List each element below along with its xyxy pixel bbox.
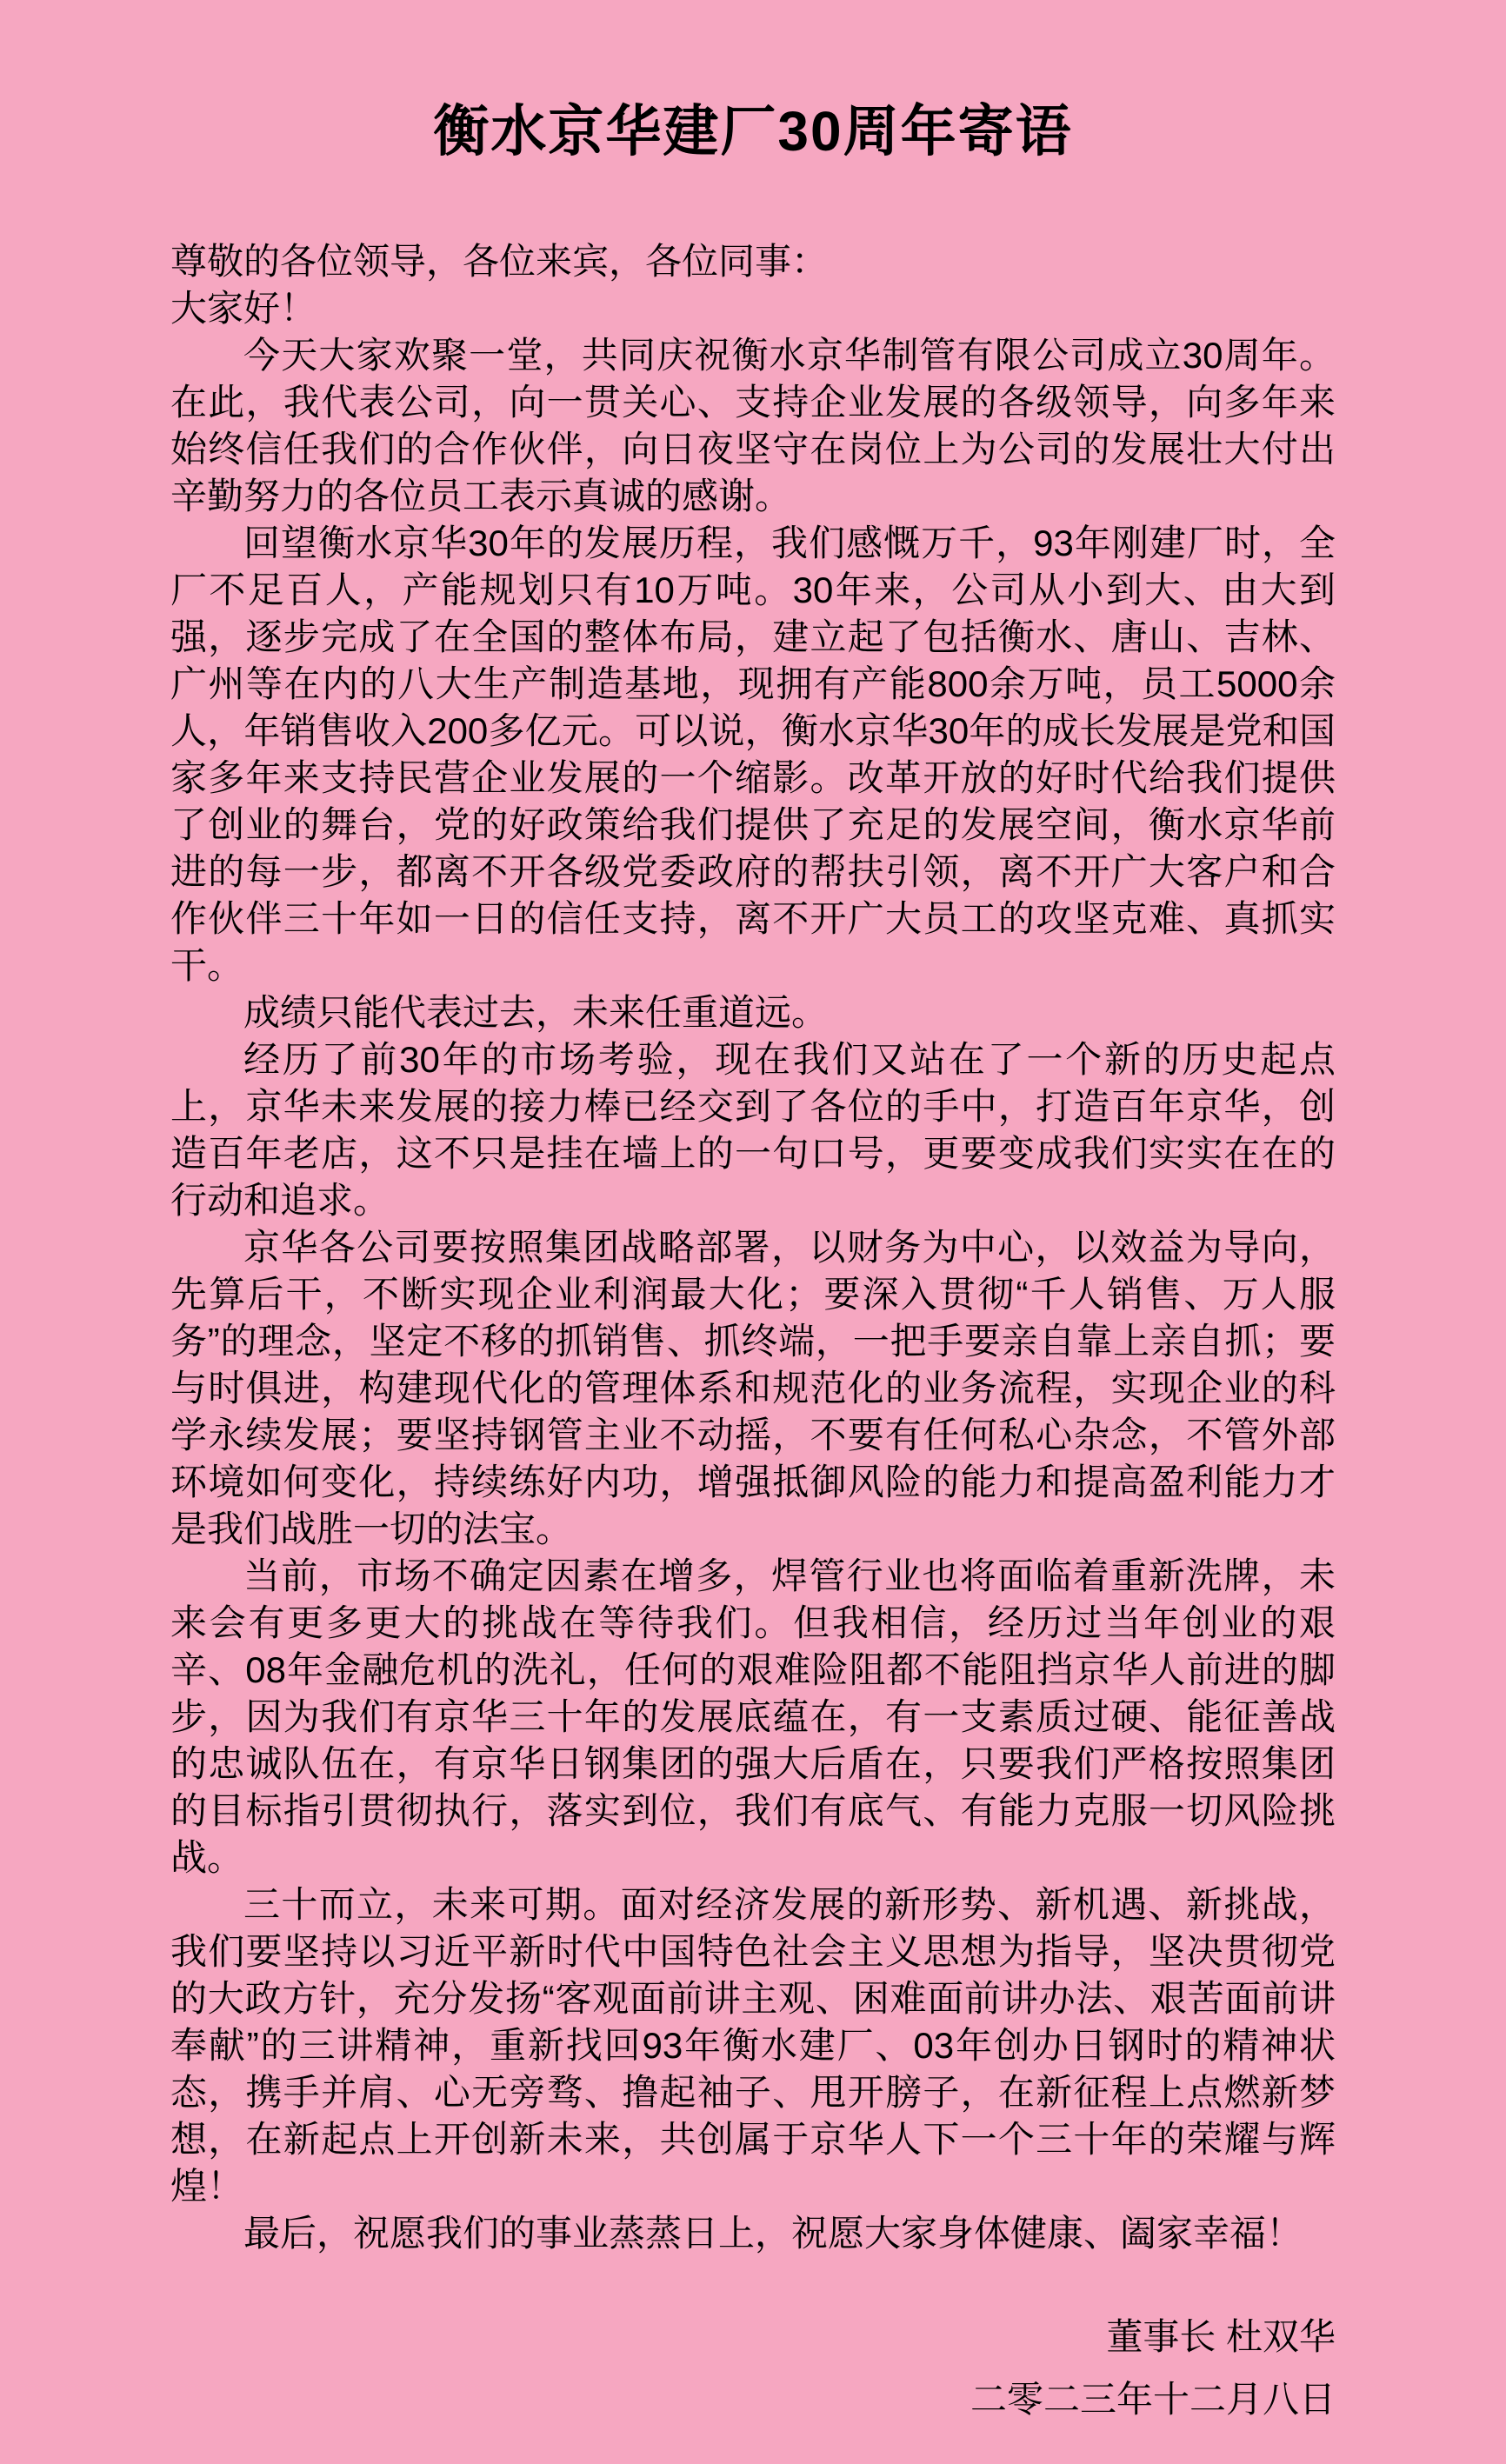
paragraph: 当前，市场不确定因素在增多，焊管行业也将面临着重新洗牌，未来会有更多更大的挑战在等待我们。但我相信，经历过当年创业的艰辛、08年金融危机的洗礼，任何的艰难险阻都不能阻挡京华人前进的脚步，因为我们有京华三十年的发展底蕴在，有一支素质过硬、能征善战的忠诚队伍在，有京华日钢集团的强大后盾在，只要我们严格按照集团的目标指引贯彻执行，落实到位，我们有底气、有能力克服一切风险挑战。 <box>170 1555 1336 1878</box>
letter-body <box>170 238 1336 2257</box>
paragraph: 成绩只能代表过去，未来任重道远。 <box>243 992 829 1033</box>
signature-block <box>170 2306 1336 2431</box>
page-title: 衡水京华建厂30周年寄语 <box>433 100 1073 163</box>
salutation-line: 尊敬的各位领导，各位来宾，各位同事： <box>170 241 829 282</box>
signature-name: 董事长 杜双华 <box>1106 2316 1336 2357</box>
paragraph: 京华各公司要按照集团战略部署，以财务为中心，以效益为导向，先算后干，不断实现企业利润最大化；要深入贯彻“千人销售、万人服务”的理念，坚定不移的抓销售、抓终端，一把手要亲自靠上亲自抓；要与时俱进，构建现代化的管理体系和规范化的业务流程，实现企业的科学永续发展；要坚持钢管主业不动摇，不要有任何私心杂念，不管外部环境如何变化，持续练好内功，增强抵御风险的能力和提高盈利能力才是我们战胜一切的法宝。 <box>170 1227 1336 1549</box>
paragraph: 最后，祝愿我们的事业蒸蒸日上，祝愿大家身体健康、阖家幸福！ <box>243 2213 1303 2254</box>
signature-date: 二零二三年十二月八日 <box>970 2379 1336 2420</box>
paragraph: 今天大家欢聚一堂，共同庆祝衡水京华制管有限公司成立30周年。在此，我代表公司，向一贯关心、支持企业发展的各级领导，向多年来始终信任我们的合作伙伴，向日夜坚守在岗位上为公司的发展壮大付出辛勤努力的各位员工表示真诚的感谢。 <box>170 335 1336 516</box>
greeting-line: 大家好！ <box>170 288 317 329</box>
paragraph: 回望衡水京华30年的发展历程，我们感慨万千，93年刚建厂时，全厂不足百人，产能规划只有10万吨。30年来，公司从小到大、由大到强，逐步完成了在全国的整体布局，建立起了包括衡水、唐山、吉林、广州等在内的八大生产制造基地，现拥有产能800余万吨，员工5000余人，年销售收入200多亿元。可以说，衡水京华30年的成长发展是党和国家多年来支持民营企业发展的一个缩影。改革开放的好时代给我们提供了创业的舞台，党的好政策给我们提供了充足的发展空间，衡水京华前进的每一步，都离不开各级党委政府的帮扶引领，离不开广大客户和合作伙伴三十年如一日的信任支持，离不开广大员工的攻坚克难、真抓实干。 <box>170 523 1336 986</box>
paragraph: 三十而立，未来可期。面对经济发展的新形势、新机遇、新挑战，我们要坚持以习近平新时代中国特色社会主义思想为指导，坚决贯彻党的大政方针，充分发扬“客观面前讲主观、困难面前讲办法、艰苦面前讲奉献”的三讲精神，重新找回93年衡水建厂、03年创办日钢时的精神状态，携手并肩、心无旁骛、撸起袖子、甩开膀子，在新征程上点燃新梦想，在新起点上开创新未来，共创属于京华人下一个三十年的荣耀与辉煌！ <box>170 1884 1336 2207</box>
paragraph: 经历了前30年的市场考验，现在我们又站在了一个新的历史起点上，京华未来发展的接力棒已经交到了各位的手中，打造百年京华，创造百年老店，这不只是挂在墙上的一句口号，更要变成我们实实在在的行动和追求。 <box>170 1039 1336 1221</box>
